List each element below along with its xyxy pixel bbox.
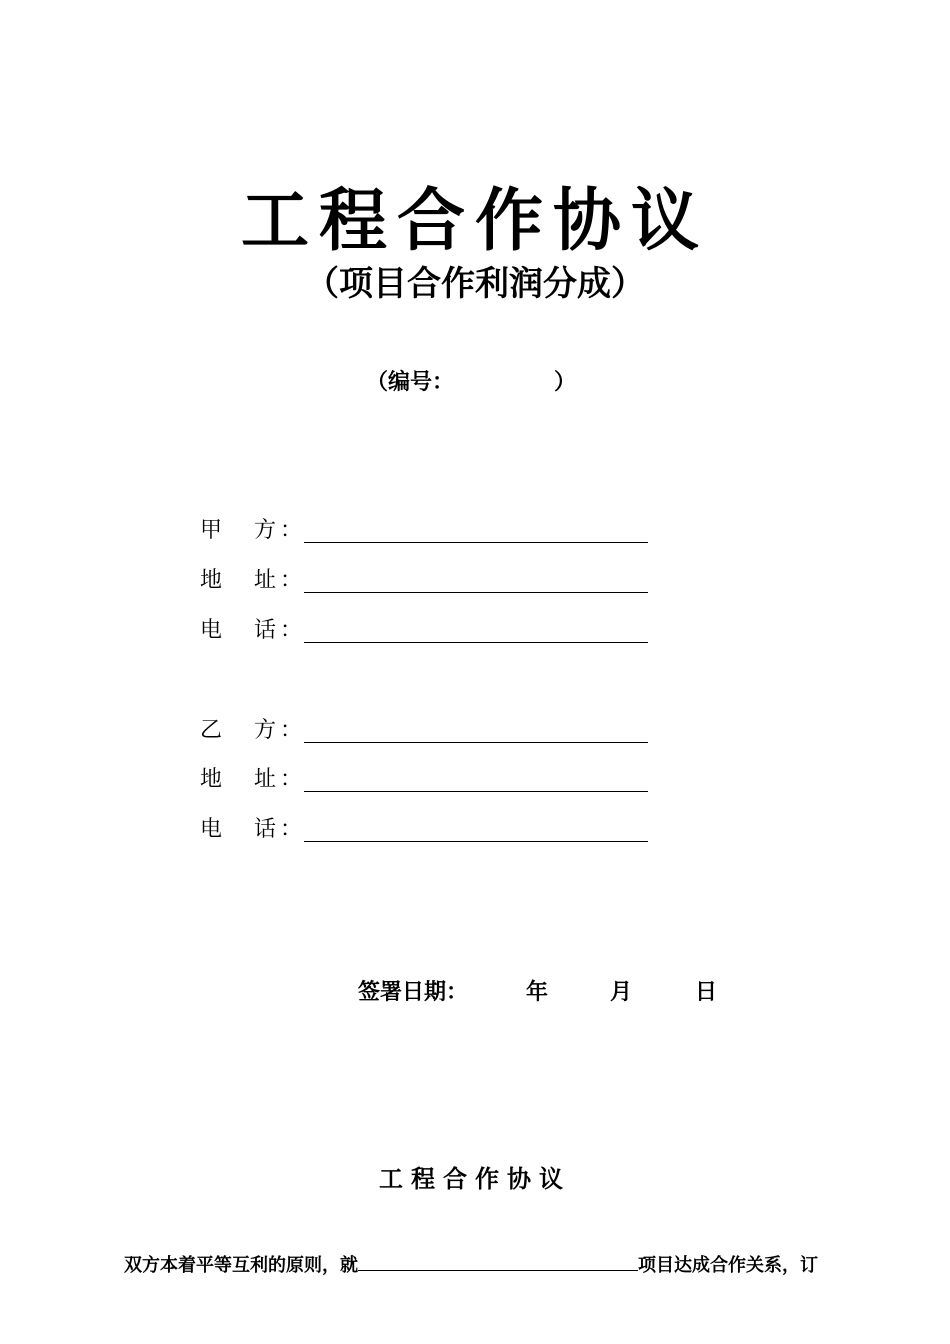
party-a-address-field: [200, 564, 650, 598]
signing-day-label: 日: [695, 980, 718, 1005]
signing-month-label: 月: [610, 980, 633, 1005]
party-a-name-colon: ：: [280, 518, 303, 543]
contract-intro-paragraph: [124, 1251, 818, 1281]
contract-title: 工程合作协议: [379, 1165, 571, 1193]
party-a-phone-label-char2: 话: [254, 618, 277, 643]
signing-year-label: 年: [526, 980, 549, 1005]
party-a-address-label-char2: 址: [254, 568, 277, 593]
document-title: 工程合作协议: [240, 182, 709, 261]
party-a-phone-colon: ：: [280, 618, 303, 643]
party-b-name-label-char1: 乙: [200, 718, 223, 743]
party-a-phone-field: [200, 614, 650, 648]
party-b-name-field: [200, 714, 650, 748]
party-b-phone-field: [200, 813, 650, 847]
party-b-address-colon: ：: [280, 767, 303, 792]
document-subtitle: （项目合作利润分成）: [305, 264, 645, 304]
party-a-address-label-char1: 地: [200, 568, 223, 593]
party-b-name-label-char2: 方: [254, 718, 277, 743]
signing-date: [0, 976, 950, 1010]
number-open-paren: （: [366, 370, 389, 395]
party-a-name-label-char2: 方: [254, 518, 277, 543]
signing-date-label: 签署日期：: [358, 980, 469, 1005]
intro-text-before: 双方本着平等互利的原则，就: [124, 1255, 358, 1276]
party-a-phone-blank[interactable]: [304, 642, 648, 643]
number-close-paren: ）: [554, 370, 577, 395]
party-a-name-field: [200, 514, 650, 548]
document-number: [366, 368, 576, 398]
party-a-name-label-char1: 甲: [200, 518, 223, 543]
party-a-address-blank[interactable]: [304, 592, 648, 593]
intro-text-after: 项目达成合作关系，订: [638, 1255, 818, 1276]
party-b-phone-colon: ：: [280, 817, 303, 842]
party-b-phone-label-char2: 话: [254, 817, 277, 842]
project-name-blank[interactable]: [358, 1252, 638, 1271]
party-b-address-blank[interactable]: [304, 791, 648, 792]
party-b-phone-label-char1: 电: [200, 817, 223, 842]
party-a-address-colon: ：: [280, 568, 303, 593]
party-a-name-blank[interactable]: [304, 542, 648, 543]
party-a-phone-label-char1: 电: [200, 618, 223, 643]
number-label: 编号：: [388, 370, 455, 395]
party-b-address-field: [200, 763, 650, 797]
party-b-name-colon: ：: [280, 718, 303, 743]
party-b-name-blank[interactable]: [304, 742, 648, 743]
party-b-address-label-char1: 地: [200, 767, 223, 792]
party-b-address-label-char2: 址: [254, 767, 277, 792]
party-b-phone-blank[interactable]: [304, 841, 648, 842]
